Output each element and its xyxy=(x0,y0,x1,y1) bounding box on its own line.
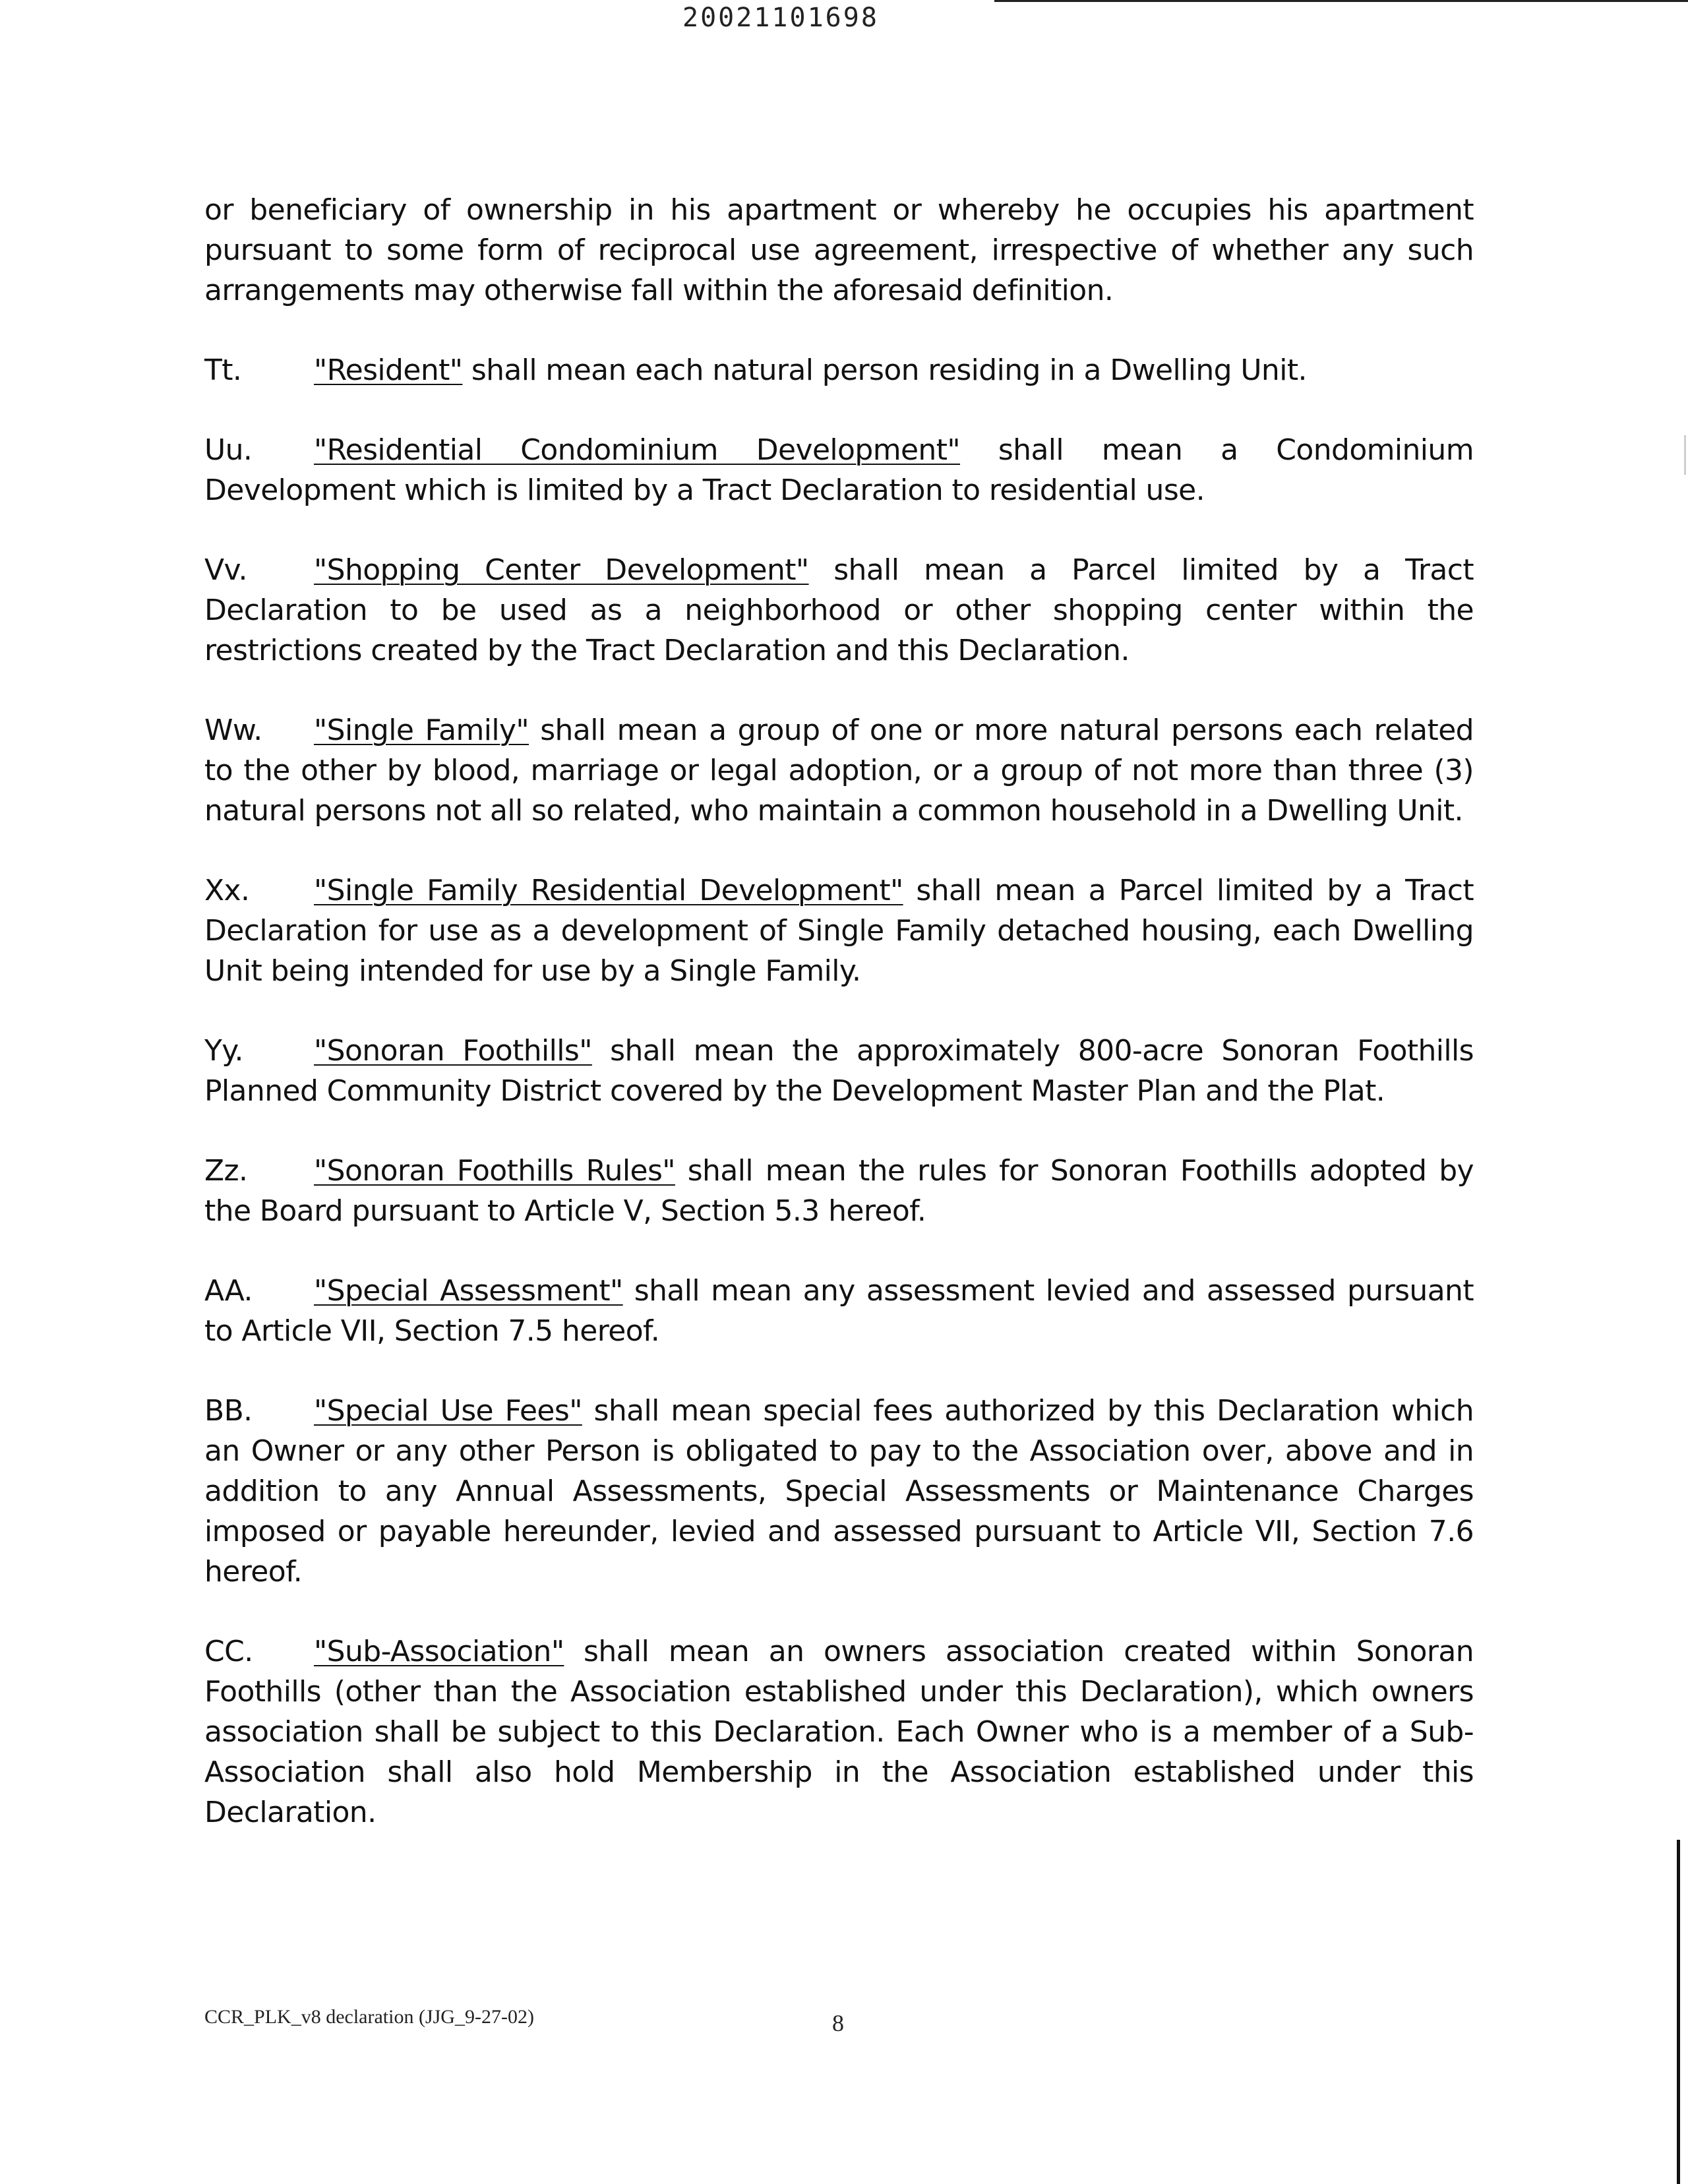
definition-text: shall mean a Parcel limited by a Tract Declaration to be used as a neighborhood or other shopping center within the restrictions created by the Tract Declaration and this Declaration. xyxy=(204,553,1474,667)
footer-file-label: CCR_PLK_v8 declaration (JJG_9-27-02) xyxy=(204,2006,534,2028)
definition-tt xyxy=(204,350,1474,390)
definition-text: shall mean a group of one or more natural persons each related to the other by blood, marriage or legal adoption, or a group of not more than three (3) natural persons not all so related, who maintain a common household in a Dwelling Unit. xyxy=(204,713,1474,828)
definition-term: "Single Family Residential Development" xyxy=(314,874,903,907)
definition-cc xyxy=(204,1631,1474,1833)
scan-mark xyxy=(1684,435,1686,475)
definition-label: AA. xyxy=(204,1274,253,1308)
definition-text: shall mean the rules for Sonoran Foothills adopted by the Board pursuant to Article V, Section 5.3 hereof. xyxy=(204,1154,1474,1228)
document-number: 20021101698 xyxy=(682,3,879,33)
definition-label: Zz. xyxy=(204,1154,248,1188)
definition-label: Tt. xyxy=(204,353,242,387)
definition-text: shall mean a Condominium Development which is limited by a Tract Declaration to residential use. xyxy=(204,433,1474,507)
definition-yy xyxy=(204,1031,1474,1111)
definition-label: BB. xyxy=(204,1394,253,1428)
definition-term: "Residential Condominium Development" xyxy=(314,433,961,467)
definition-text: shall mean a Parcel limited by a Tract Declaration for use as a development of Single Family detached housing, each Dwelling Unit being intended for use by a Single Family. xyxy=(204,874,1474,988)
definition-term: "Special Assessment" xyxy=(314,1274,623,1308)
definition-term: "Sub-Association" xyxy=(314,1635,564,1668)
definition-aa xyxy=(204,1271,1474,1351)
definition-term: "Shopping Center Development" xyxy=(314,553,809,587)
definition-term: "Special Use Fees" xyxy=(314,1394,582,1428)
definition-ww xyxy=(204,710,1474,831)
definition-label: Xx. xyxy=(204,874,250,907)
scan-border xyxy=(1677,1840,1680,2184)
definition-text: shall mean an owners association created within Sonoran Foothills (other than the Association established under this Declaration), which owners association shall be subject to this Declaration. Each Owner who is a member of a Sub-Association shall also hold Membership in the Association established under this Declaration. xyxy=(204,1635,1474,1829)
definition-xx xyxy=(204,870,1474,991)
definition-uu xyxy=(204,430,1474,510)
definition-text: shall mean the approximately 800-acre Sonoran Foothills Planned Community District covered by the Development Master Plan and the Plat. xyxy=(204,1034,1474,1108)
definition-label: CC. xyxy=(204,1635,253,1668)
header-rule xyxy=(994,0,1688,2)
definition-term: "Resident" xyxy=(314,353,463,387)
definition-zz xyxy=(204,1151,1474,1231)
definition-text: shall mean special fees authorized by this Declaration which an Owner or any other Person is obligated to pay to the Association over, above and in addition to any Annual Assessments, Special Assessments or Maintenance Charges imposed or payable hereunder, levied and assessed pursuant to Article VII, Section 7.6 hereof. xyxy=(204,1394,1474,1589)
definition-label: Uu. xyxy=(204,433,253,467)
definition-term: "Sonoran Foothills Rules" xyxy=(314,1154,675,1188)
definition-label: Yy. xyxy=(204,1034,243,1068)
intro-paragraph: or beneficiary of ownership in his apartment or whereby he occupies his apartment pursuant to some form of reciprocal use agreement, irrespective of whether any such arrangements may otherwise fall within the aforesaid definition. xyxy=(204,193,1474,307)
document-body xyxy=(204,190,1474,1872)
definition-term: "Single Family" xyxy=(314,713,529,747)
definition-vv xyxy=(204,550,1474,671)
definition-text: shall mean each natural person residing in a Dwelling Unit. xyxy=(462,353,1307,387)
definition-term: "Sonoran Foothills" xyxy=(314,1034,592,1068)
definition-bb xyxy=(204,1391,1474,1592)
definition-label: Ww. xyxy=(204,713,262,747)
definition-text: shall mean any assessment levied and assessed pursuant to Article VII, Section 7.5 hereof. xyxy=(204,1274,1474,1348)
definition-label: Vv. xyxy=(204,553,247,587)
page-number: 8 xyxy=(832,2010,844,2036)
